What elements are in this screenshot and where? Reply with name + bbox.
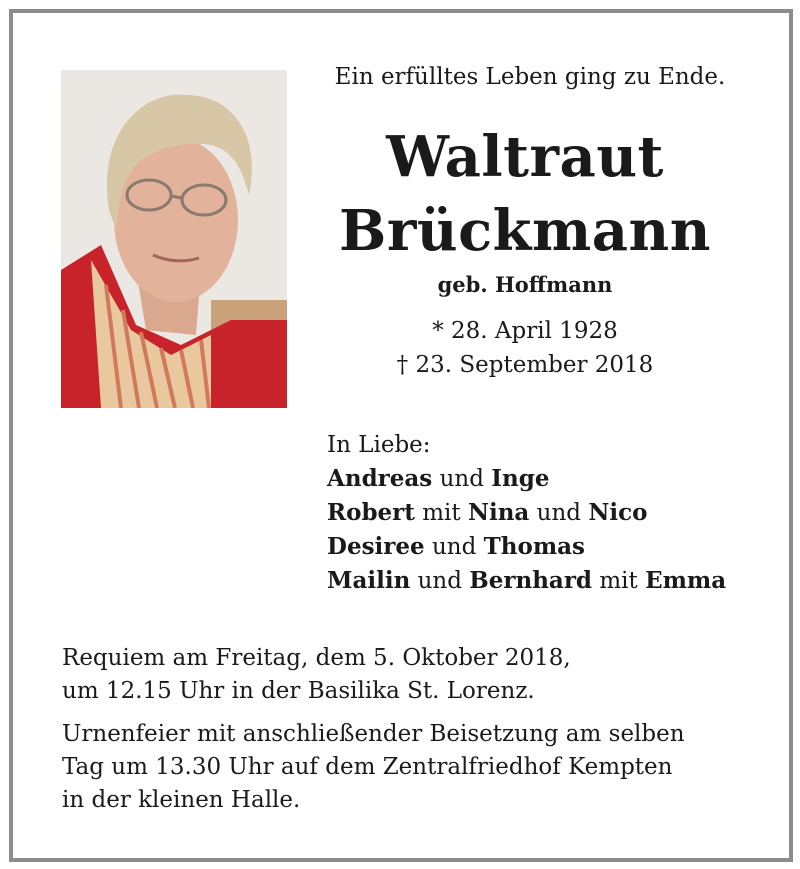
- mourner-line: [327, 496, 767, 530]
- connector-word: und: [410, 568, 470, 594]
- mourner-line: [327, 462, 767, 496]
- birth-name: geb. Hoffmann: [437, 272, 613, 297]
- burial-info: [62, 718, 762, 817]
- requiem-line: um 12.15 Uhr in der Basilika St. Lorenz.: [62, 678, 535, 704]
- first-name: Waltraut: [386, 124, 664, 190]
- mourner-name: Inge: [491, 465, 550, 492]
- mourner-lines: [327, 462, 767, 598]
- connector-word: mit: [414, 500, 468, 526]
- deceased-name: [290, 120, 760, 268]
- mourners-list: [327, 428, 767, 598]
- connector-word: und: [424, 534, 484, 560]
- connector-word: und: [529, 500, 589, 526]
- birth-date: * 28. April 1928: [432, 318, 618, 344]
- mourners-intro: In Liebe:: [327, 432, 431, 458]
- mourner-name: Desiree: [327, 533, 425, 560]
- service-info: [62, 642, 762, 827]
- mourner-line: [327, 564, 767, 598]
- requiem-info: [62, 642, 762, 708]
- last-name: Brückmann: [339, 198, 711, 264]
- mourner-name: Nina: [467, 499, 530, 526]
- portrait-photo: [61, 70, 287, 408]
- mourner-line: [327, 530, 767, 564]
- mourner-name: Thomas: [483, 533, 586, 560]
- connector-word: und: [432, 466, 492, 492]
- mourner-name: Robert: [327, 499, 415, 526]
- burial-line: Tag um 13.30 Uhr auf dem Zentralfriedhof Kempten: [62, 754, 673, 780]
- mourner-name: Emma: [645, 567, 727, 594]
- mourner-name: Nico: [588, 499, 648, 526]
- mourner-name: Mailin: [327, 567, 411, 594]
- death-date: † 23. September 2018: [396, 352, 654, 378]
- requiem-line: Requiem am Freitag, dem 5. Oktober 2018,: [62, 645, 571, 671]
- intro-line: Ein erfülltes Leben ging zu Ende.: [334, 64, 726, 90]
- life-dates: [290, 314, 760, 382]
- connector-word: mit: [592, 568, 646, 594]
- burial-line: Urnenfeier mit anschließender Beisetzung am selben: [62, 721, 685, 747]
- burial-line: in der kleinen Halle.: [62, 787, 301, 813]
- mourner-name: Bernhard: [469, 567, 593, 594]
- mourner-name: Andreas: [327, 465, 433, 492]
